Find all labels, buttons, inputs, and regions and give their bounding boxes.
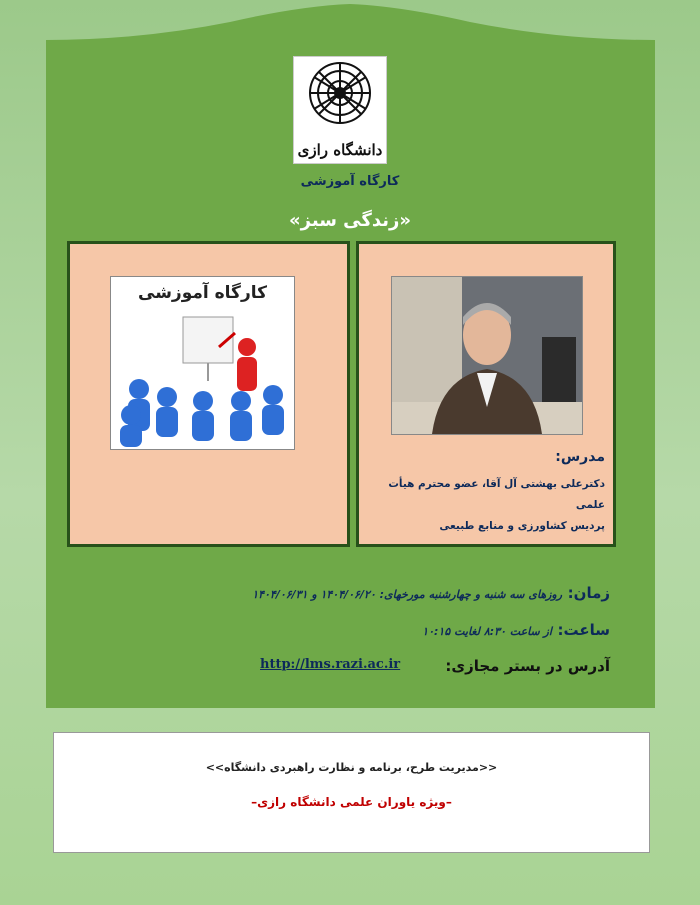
instructor-faculty-line: پردیس کشاورزی و منابع طبیعی <box>439 520 605 532</box>
footer-organizer: <<مدیریت طرح، برنامه و نظارت راهبردی دانشگاه>> <box>205 761 498 774</box>
person-icon <box>392 277 582 434</box>
hour-label: ساعت: <box>557 621 610 639</box>
workshop-title: «زندگی سبز» <box>289 210 411 231</box>
logo-text: دانشگاه رازی <box>297 141 383 159</box>
hour-value: از ساعت ۸:۳۰ لغایت ۱۰:۱۵ <box>422 625 552 638</box>
instructor-box <box>356 241 616 547</box>
workshop-label: کارگاه آموزشی <box>300 174 400 189</box>
instructor-photo <box>391 276 583 435</box>
workshop-illustration <box>110 276 295 450</box>
footer-audience: –ویژه یاوران علمی دانشگاه رازی– <box>251 795 452 809</box>
instructor-name-line: دکترعلی بهشتی آل آقا، عضو محترم هیأت علمی <box>388 478 605 511</box>
time-label: زمان: <box>567 584 610 602</box>
address-line <box>445 656 610 675</box>
time-line <box>252 583 610 602</box>
instructor-details <box>365 474 605 537</box>
illustration-box <box>67 241 350 547</box>
illustration-caption: کارگاه آموزشی <box>138 283 267 303</box>
lms-link[interactable]: http://lms.razi.ac.ir <box>260 657 401 672</box>
time-value: روزهای سه شنبه و چهارشنبه مورخهای: ۱۴۰۴/۰۶/۲۰ و ۱۴۰۴/۰۶/۳۱ <box>252 588 563 601</box>
hour-line <box>422 620 610 639</box>
university-logo <box>293 56 387 164</box>
instructor-label: مدرس: <box>555 449 605 465</box>
address-label: آدرس در بستر مجازی: <box>445 657 610 675</box>
footer-box <box>53 732 650 853</box>
